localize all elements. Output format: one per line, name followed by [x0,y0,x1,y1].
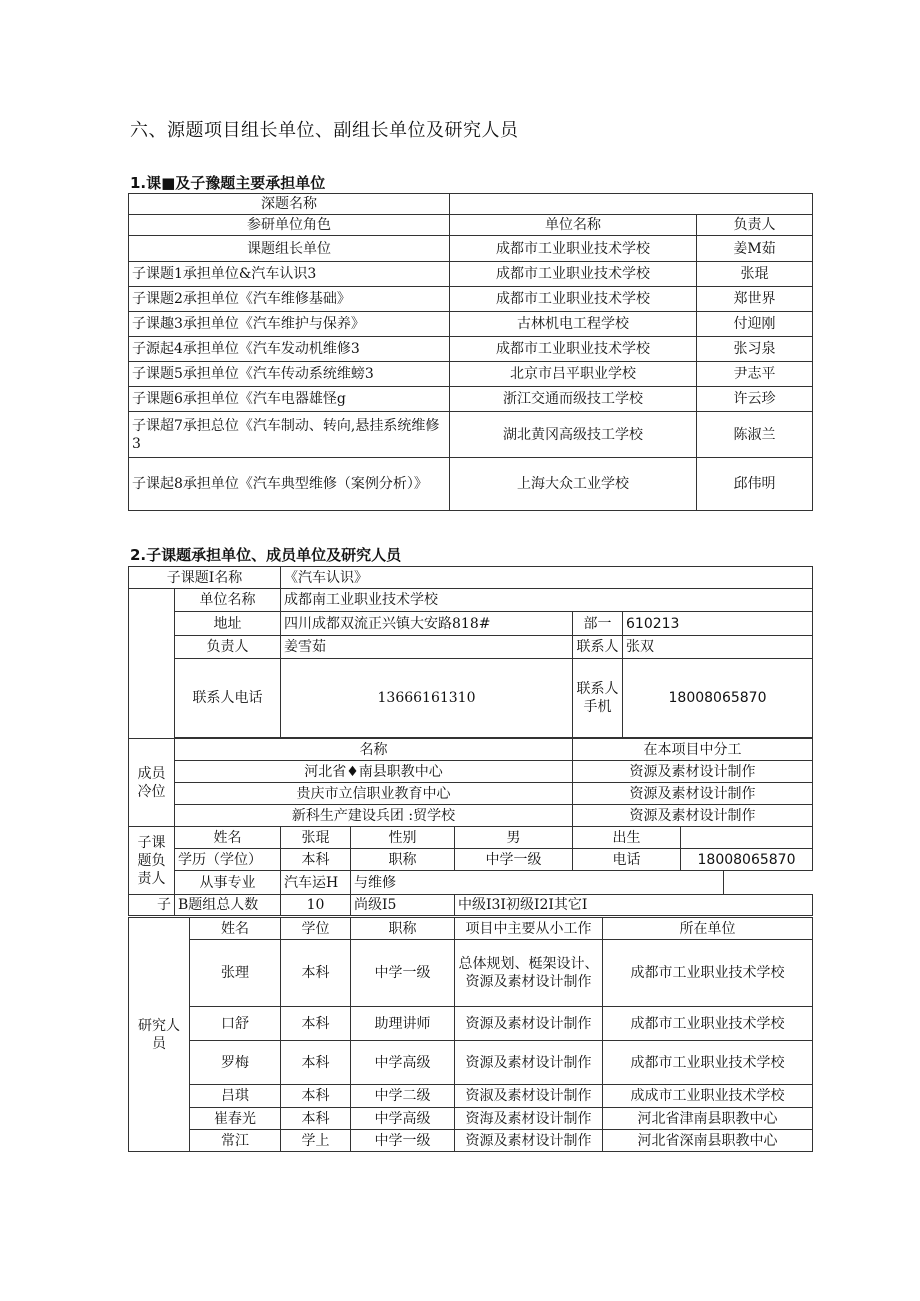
lead-major-label: 从事专业 [175,871,281,895]
researcher-work: 资源及素材设计制作 [455,1007,603,1041]
lead-name: 张琨 [281,827,351,849]
total-value: 10 [281,895,351,916]
subtopic-table [128,566,813,916]
leader-cell: 郑世界 [697,287,813,312]
researcher-degree: 本科 [281,1108,351,1130]
unit-cell: 北京市吕平职业学校 [450,362,697,387]
units-header-row [129,215,813,236]
leader-label: 负责人 [175,636,281,659]
senior-count: 尚级I5 [351,895,455,916]
table-row [129,458,813,511]
leader-cell: 邱伟明 [697,458,813,511]
leader-cell: 付迎刚 [697,312,813,337]
part2-heading: 2.子课题承担单位、成员单位及研究人员 [130,546,402,564]
header-work: 项目中主要从小工作 [455,918,603,940]
member-name: 新科生产建设兵团 :贸学校 [175,805,573,827]
role-cell: 子课起8承担单位《汽车典型维修（案例分析）》 [129,458,450,511]
researcher-degree: 本科 [281,1007,351,1041]
header-name: 姓名 [190,918,281,940]
header-degree: 学位 [281,918,351,940]
unit-block-side [129,589,175,739]
researcher-degree: 本科 [281,1085,351,1108]
member-role: 资源及素材设计制作 [573,805,813,827]
researcher-name: 常江 [190,1130,281,1152]
unit-cell: 古林机电工程学校 [450,312,697,337]
lead-row-2 [129,849,813,871]
researcher-title: 中学二级 [351,1085,455,1108]
phone-row [129,659,813,738]
table-row [129,362,813,387]
researcher-name: 吕琪 [190,1085,281,1108]
unit-cell: 成都市工业职业技术学校 [450,262,697,287]
lead-title-label: 职称 [351,849,455,871]
lead-gender-label: 性别 [351,827,455,849]
lead-edu: 本科 [281,849,351,871]
leader-cell: 姜M茹 [697,236,813,262]
totals-row [129,895,813,916]
role-cell: 子课趣3承担单位《汽车维护与保养》 [129,312,450,337]
unit-cell: 成都市工业职业技术学校 [450,287,697,312]
unit-cell: 浙江交通而级技工学校 [450,387,697,412]
table-row [129,287,813,312]
members-header-role: 在本项目中分工 [573,739,813,761]
researcher-work: 资源及素材设计制作 [455,1041,603,1085]
lead-name-label: 姓名 [175,827,281,849]
postcode-value: 610213 [623,612,813,636]
unit-name-label: 单位名称 [175,589,281,612]
lead-birth-label: 出生 [573,827,681,849]
lead-major-b: 与维修 [351,871,724,895]
researcher-title: 中学一级 [351,1130,455,1152]
lead-phone: 18008065870 [681,849,813,871]
contact-mobile-label: 联系人手机 [573,659,623,738]
table-row [129,387,813,412]
units-table [128,193,813,511]
total-prefix: 子 [129,895,175,916]
researcher-work: 资海及素材设计制作 [455,1108,603,1130]
contact-phone-value: 13666161310 [281,659,573,738]
leader-cell: 许云珍 [697,387,813,412]
researcher-name: 罗梅 [190,1041,281,1085]
unit-name-row [129,589,813,612]
header-title: 职称 [351,918,455,940]
researcher-title: 中学高级 [351,1108,455,1130]
researcher-unit: 河北省津南县职教中心 [603,1108,813,1130]
contact-phone-label: 联系人电话 [175,659,281,738]
contact-mobile-value: 18008065870 [623,659,813,738]
subtopic-value: 《汽车认识》 [281,567,813,589]
researcher-degree: 本科 [281,1041,351,1085]
address-row [129,612,813,636]
table-row [129,337,813,362]
lead-side-label: 子课题负责人 [129,827,175,895]
researcher-title: 中学高级 [351,1041,455,1085]
lead-birth [681,827,813,849]
leader-row [129,636,813,659]
lead-gender: 男 [455,827,573,849]
role-cell: 子课题5承担单位《汽车传动系统维螃3 [129,362,450,387]
total-label: B题组总人数 [175,895,281,916]
researcher-name: 口舒 [190,1007,281,1041]
address-label: 地址 [175,612,281,636]
leader-value: 姜雪茹 [281,636,573,659]
unit-cell: 成都市工业职业技术学校 [450,337,697,362]
member-name: 河北省♦南县职教中心 [175,761,573,783]
lead-row-1 [129,827,813,849]
members-header-name: 名称 [175,739,573,761]
member-role: 资源及素材设计制作 [573,761,813,783]
researcher-degree: 学上 [281,1130,351,1152]
subtopic-row [129,567,813,589]
researcher-row [129,1108,813,1130]
researchers-table [128,917,813,1152]
researchers-side-label: 研究人员 [129,918,190,1152]
member-name: 贵庆市立信职业教育中心 [175,783,573,805]
unit-cell: 成都市工业职业技术学校 [450,236,697,262]
member-row [129,761,813,783]
researcher-unit: 成都市工业职业技术学校 [603,1007,813,1041]
postcode-label: 部一 [573,612,623,636]
member-row [129,805,813,827]
researcher-row [129,940,813,1007]
levels-text: 中级I3I初级I2I其它I [455,895,813,916]
researcher-work: 资淑及素材设计制作 [455,1085,603,1108]
researcher-name: 崔春光 [190,1108,281,1130]
unit-cell: 湖北黄冈高级技工学校 [450,412,697,458]
header-unit: 所在单位 [603,918,813,940]
researcher-name: 张理 [190,940,281,1007]
researcher-unit: 河北省深南县职教中心 [603,1130,813,1152]
researcher-row [129,1007,813,1041]
lead-row-3 [129,871,813,895]
unit-cell: 上海大众工业学校 [450,458,697,511]
address-value: 四川成都双流正兴镇大安路818# [281,612,573,636]
subtopic-label: 子课题I名称 [129,567,281,589]
role-cell: 课题组长单位 [129,236,450,262]
lead-edu-label: 学历（学位） [175,849,281,871]
researchers-header-row [129,918,813,940]
researcher-title: 中学一级 [351,940,455,1007]
researcher-unit: 成都市工业职业技术学校 [603,1041,813,1085]
researcher-unit: 成都市工业职业技术学校 [603,940,813,1007]
leader-cell: 尹志平 [697,362,813,387]
members-side-label: 成员冷位 [129,739,175,827]
role-cell: 子源起4承担单位《汽车发动机维修3 [129,337,450,362]
header-role: 参研单位角色 [129,215,450,236]
table-row [129,236,813,262]
role-cell: 子课超7承担总位《汽车制动、转向,悬挂系统维修3 [129,412,450,458]
researcher-row [129,1130,813,1152]
unit-name-value: 成都南工业职业技术学校 [281,589,813,612]
member-row [129,783,813,805]
table-row [129,412,813,458]
member-role: 资源及素材设计制作 [573,783,813,805]
topic-label: 深题名称 [129,194,450,215]
researcher-work: 资源及素材设计制作 [455,1130,603,1152]
researcher-degree: 本科 [281,940,351,1007]
table-row [129,262,813,287]
leader-cell: 张琨 [697,262,813,287]
header-unit: 单位名称 [450,215,697,236]
topic-value [450,194,813,215]
researcher-row [129,1041,813,1085]
researcher-row [129,1085,813,1108]
role-cell: 子课题1承担单位&汽车认识3 [129,262,450,287]
role-cell: 子课题6承担单位《汽车电器雄怪g [129,387,450,412]
contact-label: 联系人 [573,636,623,659]
role-cell: 子课题2承担单位《汽车维修基础》 [129,287,450,312]
researcher-title: 助理讲师 [351,1007,455,1041]
researcher-work: 总体规划、梃架设计、资源及素材设计制作 [455,940,603,1007]
header-leader: 负责人 [697,215,813,236]
members-header-row [129,739,813,761]
researcher-unit: 成成市工业职业技术学校 [603,1085,813,1108]
lead-title: 中学一级 [455,849,573,871]
leader-cell: 张习泉 [697,337,813,362]
contact-value: 张双 [623,636,813,659]
lead-phone-label: 电话 [573,849,681,871]
part1-heading: 1.课■及子豫题主要承担单位 [130,174,326,192]
topic-row [129,194,813,215]
leader-cell: 陈淑兰 [697,412,813,458]
section-title: 六、源题项目组长单位、副组长单位及研究人员 [130,120,519,141]
table-row [129,312,813,337]
lead-major-a: 汽车运H [281,871,351,895]
